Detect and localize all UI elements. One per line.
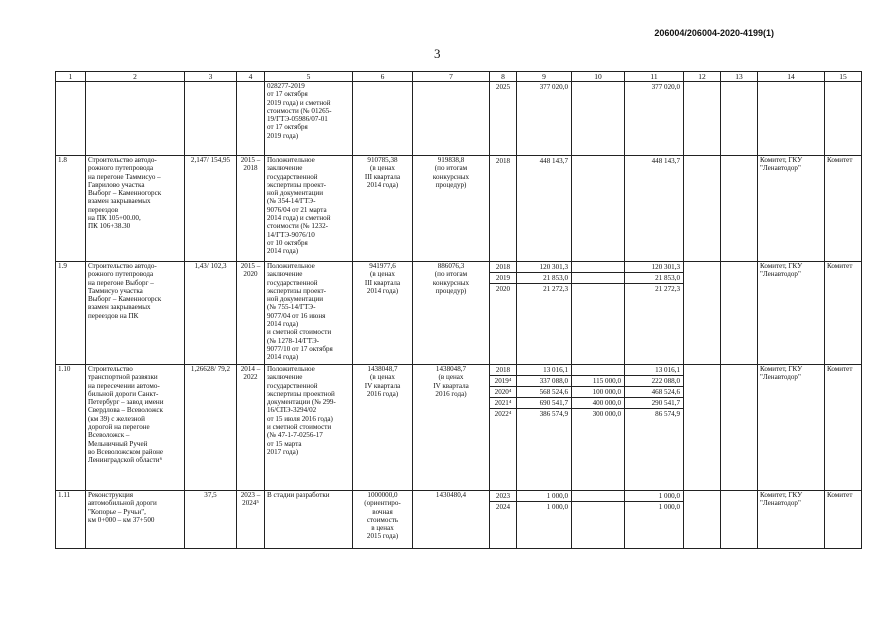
financing-years (490, 365, 517, 491)
construction-period: 2015 – 2020 (237, 262, 265, 365)
contract-cost: 1430480,4 (413, 491, 490, 549)
column-number-11: 11 (625, 72, 684, 82)
column-number-2: 2 (86, 72, 185, 82)
regional-funds-value: 1 000,0 (658, 503, 680, 511)
column-number-8: 8 (490, 72, 517, 82)
column-number-14: 14 (758, 72, 825, 82)
column-number-9: 9 (517, 72, 572, 82)
customer: Комитет (825, 491, 862, 549)
financing-total-value: 21 272,3 (543, 285, 568, 293)
financing-total-value: 13 016,1 (517, 365, 571, 376)
row-number: 1.11 (56, 491, 86, 549)
row-number: 1.8 (56, 156, 86, 262)
cell-empty (572, 82, 625, 156)
cell-empty (825, 82, 862, 156)
federal-funds-value (572, 365, 624, 376)
federal-funds-value: 100 000,0 (572, 387, 624, 398)
financing-total-value: 1 000,0 (517, 491, 571, 502)
regional-funds (625, 262, 684, 365)
estimated-cost: 941977,6 (в ценах III квартала 2014 года) (353, 262, 413, 365)
capacity: 1,43/ 102,3 (185, 262, 237, 365)
cell-empty (185, 82, 237, 156)
financing-years (490, 156, 517, 262)
table-row (56, 156, 862, 262)
financing-total (517, 156, 572, 262)
col12-empty (684, 365, 721, 491)
column-number-3: 3 (185, 72, 237, 82)
capacity: 2,147/ 154,95 (185, 156, 237, 262)
column-number-15: 15 (825, 72, 862, 82)
estimated-cost: 1000000,0 (ориентиро- вочная стоимость в ценах 2015 года) (353, 491, 413, 549)
financing-years-value: 2018 (495, 157, 511, 165)
cell-regional (625, 82, 684, 156)
responsible-executor: Комитет, ГКУ "Ленавтодор" (758, 365, 825, 491)
expertise-info: Положительное заключение государственной экспертизы проект- ной документации (№ 354-14/ГТЭ- 9076/04 от 21 марта 2014 года) и сметной стоимости (№ 1232- 14/ГТЭ-9076/10 от 10 октября 2014 года) (265, 156, 353, 262)
regional-funds-value: 86 574,9 (655, 410, 680, 418)
cell-years (490, 82, 517, 156)
regional-funds-value: 290 541,7 (625, 398, 683, 409)
federal-funds-value: 115 000,0 (572, 376, 624, 387)
construction-period: 2023 – 2024⁵ (237, 491, 265, 549)
row-number: 1.9 (56, 262, 86, 365)
object-name: Строительство автодо- рожного путепровода на перегоне Таммисуо – Гаврилово участка Выборг – Каменногорск взамен закрываемых переездов на ПК 105+00.00, ПК 106+38.30 (86, 156, 185, 262)
cell-empty (721, 82, 758, 156)
financing-years-value: 2019⁴ (490, 376, 516, 387)
expertise-info: Положительное заключение государственной экспертизы проект- ной документации (№ 755-14/ГТЭ- 9077/04 от 16 июня 2014 года) и сметной стоимости (№ 1278-14/ГТЭ- 9077/10 от 17 октября 2014 года) (265, 262, 353, 365)
customer: Комитет (825, 365, 862, 491)
financing-years-value: 2018 (490, 365, 516, 376)
table-row (56, 491, 862, 549)
federal-funds-value: 400 000,0 (572, 398, 624, 409)
responsible-executor: Комитет, ГКУ "Ленавтодор" (758, 156, 825, 262)
regional-funds-value: 1 000,0 (625, 491, 683, 502)
construction-period: 2014 – 2022 (237, 365, 265, 491)
federal-funds-value (572, 156, 624, 166)
financing-years-value: 2022⁴ (494, 410, 512, 418)
row-number: 1.10 (56, 365, 86, 491)
cell-empty (353, 82, 413, 156)
financing-total-value: 120 301,3 (517, 262, 571, 273)
table-row (56, 262, 862, 365)
financing-years-value: 2023 (490, 491, 516, 502)
construction-period: 2015 – 2018 (237, 156, 265, 262)
federal-funds (572, 262, 625, 365)
object-name: Реконструкция автомобильной дороги "Копорье – Ручьи", км 0+000 – км 37+500 (86, 491, 185, 549)
regional-funds (625, 365, 684, 491)
column-number-13: 13 (721, 72, 758, 82)
financing-years-value: 2019 (490, 273, 516, 284)
federal-funds (572, 365, 625, 491)
regional-funds-value: 468 524,6 (625, 387, 683, 398)
col13-empty (721, 262, 758, 365)
financing-years (490, 262, 517, 365)
col12-empty (684, 262, 721, 365)
cell-regional-value: 377 020,0 (651, 83, 680, 91)
regional-funds (625, 491, 684, 549)
customer: Комитет (825, 262, 862, 365)
financing-total-value: 448 143,7 (539, 157, 568, 165)
column-number-5: 5 (265, 72, 353, 82)
responsible-executor: Комитет, ГКУ "Ленавтодор" (758, 491, 825, 549)
capacity: 1,26628/ 79,2 (185, 365, 237, 491)
column-number-12: 12 (684, 72, 721, 82)
estimated-cost: 1438048,7 (в ценах IV квартала 2016 года) (353, 365, 413, 491)
regional-funds-value: 21 853,0 (625, 273, 683, 284)
federal-funds-value (572, 284, 624, 294)
regional-funds-value: 222 088,0 (625, 376, 683, 387)
financing-years-value: 2021⁴ (490, 398, 516, 409)
cell-empty (413, 82, 490, 156)
table-row-continued (56, 82, 862, 156)
financing-total (517, 365, 572, 491)
federal-funds-value (572, 491, 624, 502)
column-number-4: 4 (237, 72, 265, 82)
federal-funds (572, 491, 625, 549)
object-name: Строительство автодо- рожного путепровода на перегоне Выборг – Таммисуо участка Выборг – Каменногорск взамен закрываемых переездов на ПК (86, 262, 185, 365)
column-number-6: 6 (353, 72, 413, 82)
table-row (56, 365, 862, 491)
regional-funds-value: 21 272,3 (655, 285, 680, 293)
federal-funds-value (572, 262, 624, 273)
col13-empty (721, 365, 758, 491)
contract-cost: 919838,8 (по итогам конкурсных процедур) (413, 156, 490, 262)
column-number-7: 7 (413, 72, 490, 82)
cell-empty (86, 82, 185, 156)
customer: Комитет (825, 156, 862, 262)
contract-cost: 1438048,7 (в ценах IV квартала 2016 года) (413, 365, 490, 491)
expertise-info: Положительное заключение государственной экспертизы проектной документации (№ 299- 16/СПЭ-3294/02 от 15 июля 2016 года) и сметной стоимости (№ 47-1-7-0256-17 от 15 марта 2017 года) (265, 365, 353, 491)
col13-empty (721, 156, 758, 262)
responsible-executor: Комитет, ГКУ "Ленавтодор" (758, 262, 825, 365)
column-number-1: 1 (56, 72, 86, 82)
capacity: 37,5 (185, 491, 237, 549)
financing-total-value: 21 853,0 (517, 273, 571, 284)
cell-empty (237, 82, 265, 156)
regional-funds (625, 156, 684, 262)
document-number: 206004/206004-2020-4199(1) (654, 28, 774, 38)
federal-funds (572, 156, 625, 262)
cell-total-value: 377 020,0 (539, 83, 568, 91)
program-table (55, 71, 862, 549)
estimated-cost: 910785,38 (в ценах III квартала 2014 года) (353, 156, 413, 262)
financing-years-value: 2020 (495, 285, 511, 293)
page-number: 3 (434, 46, 441, 61)
financing-total (517, 491, 572, 549)
contract-cost: 886076,3 (по итогам конкурсных процедур) (413, 262, 490, 365)
cell-expertise: 028277-2019 от 17 октября 2019 года) и сметной стоимости (№ 01265- 19/ГТЭ-05986/07-01 от 17 октября 2019 года) (265, 82, 353, 156)
cell-empty (684, 82, 721, 156)
cell-empty (758, 82, 825, 156)
financing-years (490, 491, 517, 549)
financing-total-value: 690 541,7 (517, 398, 571, 409)
regional-funds-value: 120 301,3 (625, 262, 683, 273)
regional-funds-value: 13 016,1 (625, 365, 683, 376)
financing-years-value: 2024 (495, 503, 511, 511)
regional-funds-value: 448 143,7 (651, 157, 680, 165)
cell-years-value: 2025 (495, 83, 511, 91)
column-number-10: 10 (572, 72, 625, 82)
financing-total-value: 1 000,0 (546, 503, 568, 511)
col13-empty (721, 491, 758, 549)
federal-funds-value (572, 273, 624, 284)
object-name: Строительство транспортной развязки на пересечении автомо- бильной дороги Санкт- Петербург – завод имени Свердлова – Всеволожск (км 39) с железной дорогой на перегоне Всеволожск – Мельничный Ручей во Всеволожском районе Ленинградской области⁶ (86, 365, 185, 491)
financing-total (517, 262, 572, 365)
column-number-row (56, 72, 862, 82)
col12-empty (684, 156, 721, 262)
financing-total-value: 337 088,0 (517, 376, 571, 387)
federal-funds-value (572, 502, 624, 512)
financing-years-value: 2018 (490, 262, 516, 273)
federal-funds-value: 300 000,0 (592, 410, 621, 418)
col12-empty (684, 491, 721, 549)
financing-total-value: 386 574,9 (539, 410, 568, 418)
cell-total (517, 82, 572, 156)
financing-total-value: 568 524,6 (517, 387, 571, 398)
expertise-info: В стадии разработки (265, 491, 353, 549)
financing-years-value: 2020⁴ (490, 387, 516, 398)
cell-empty (56, 82, 86, 156)
